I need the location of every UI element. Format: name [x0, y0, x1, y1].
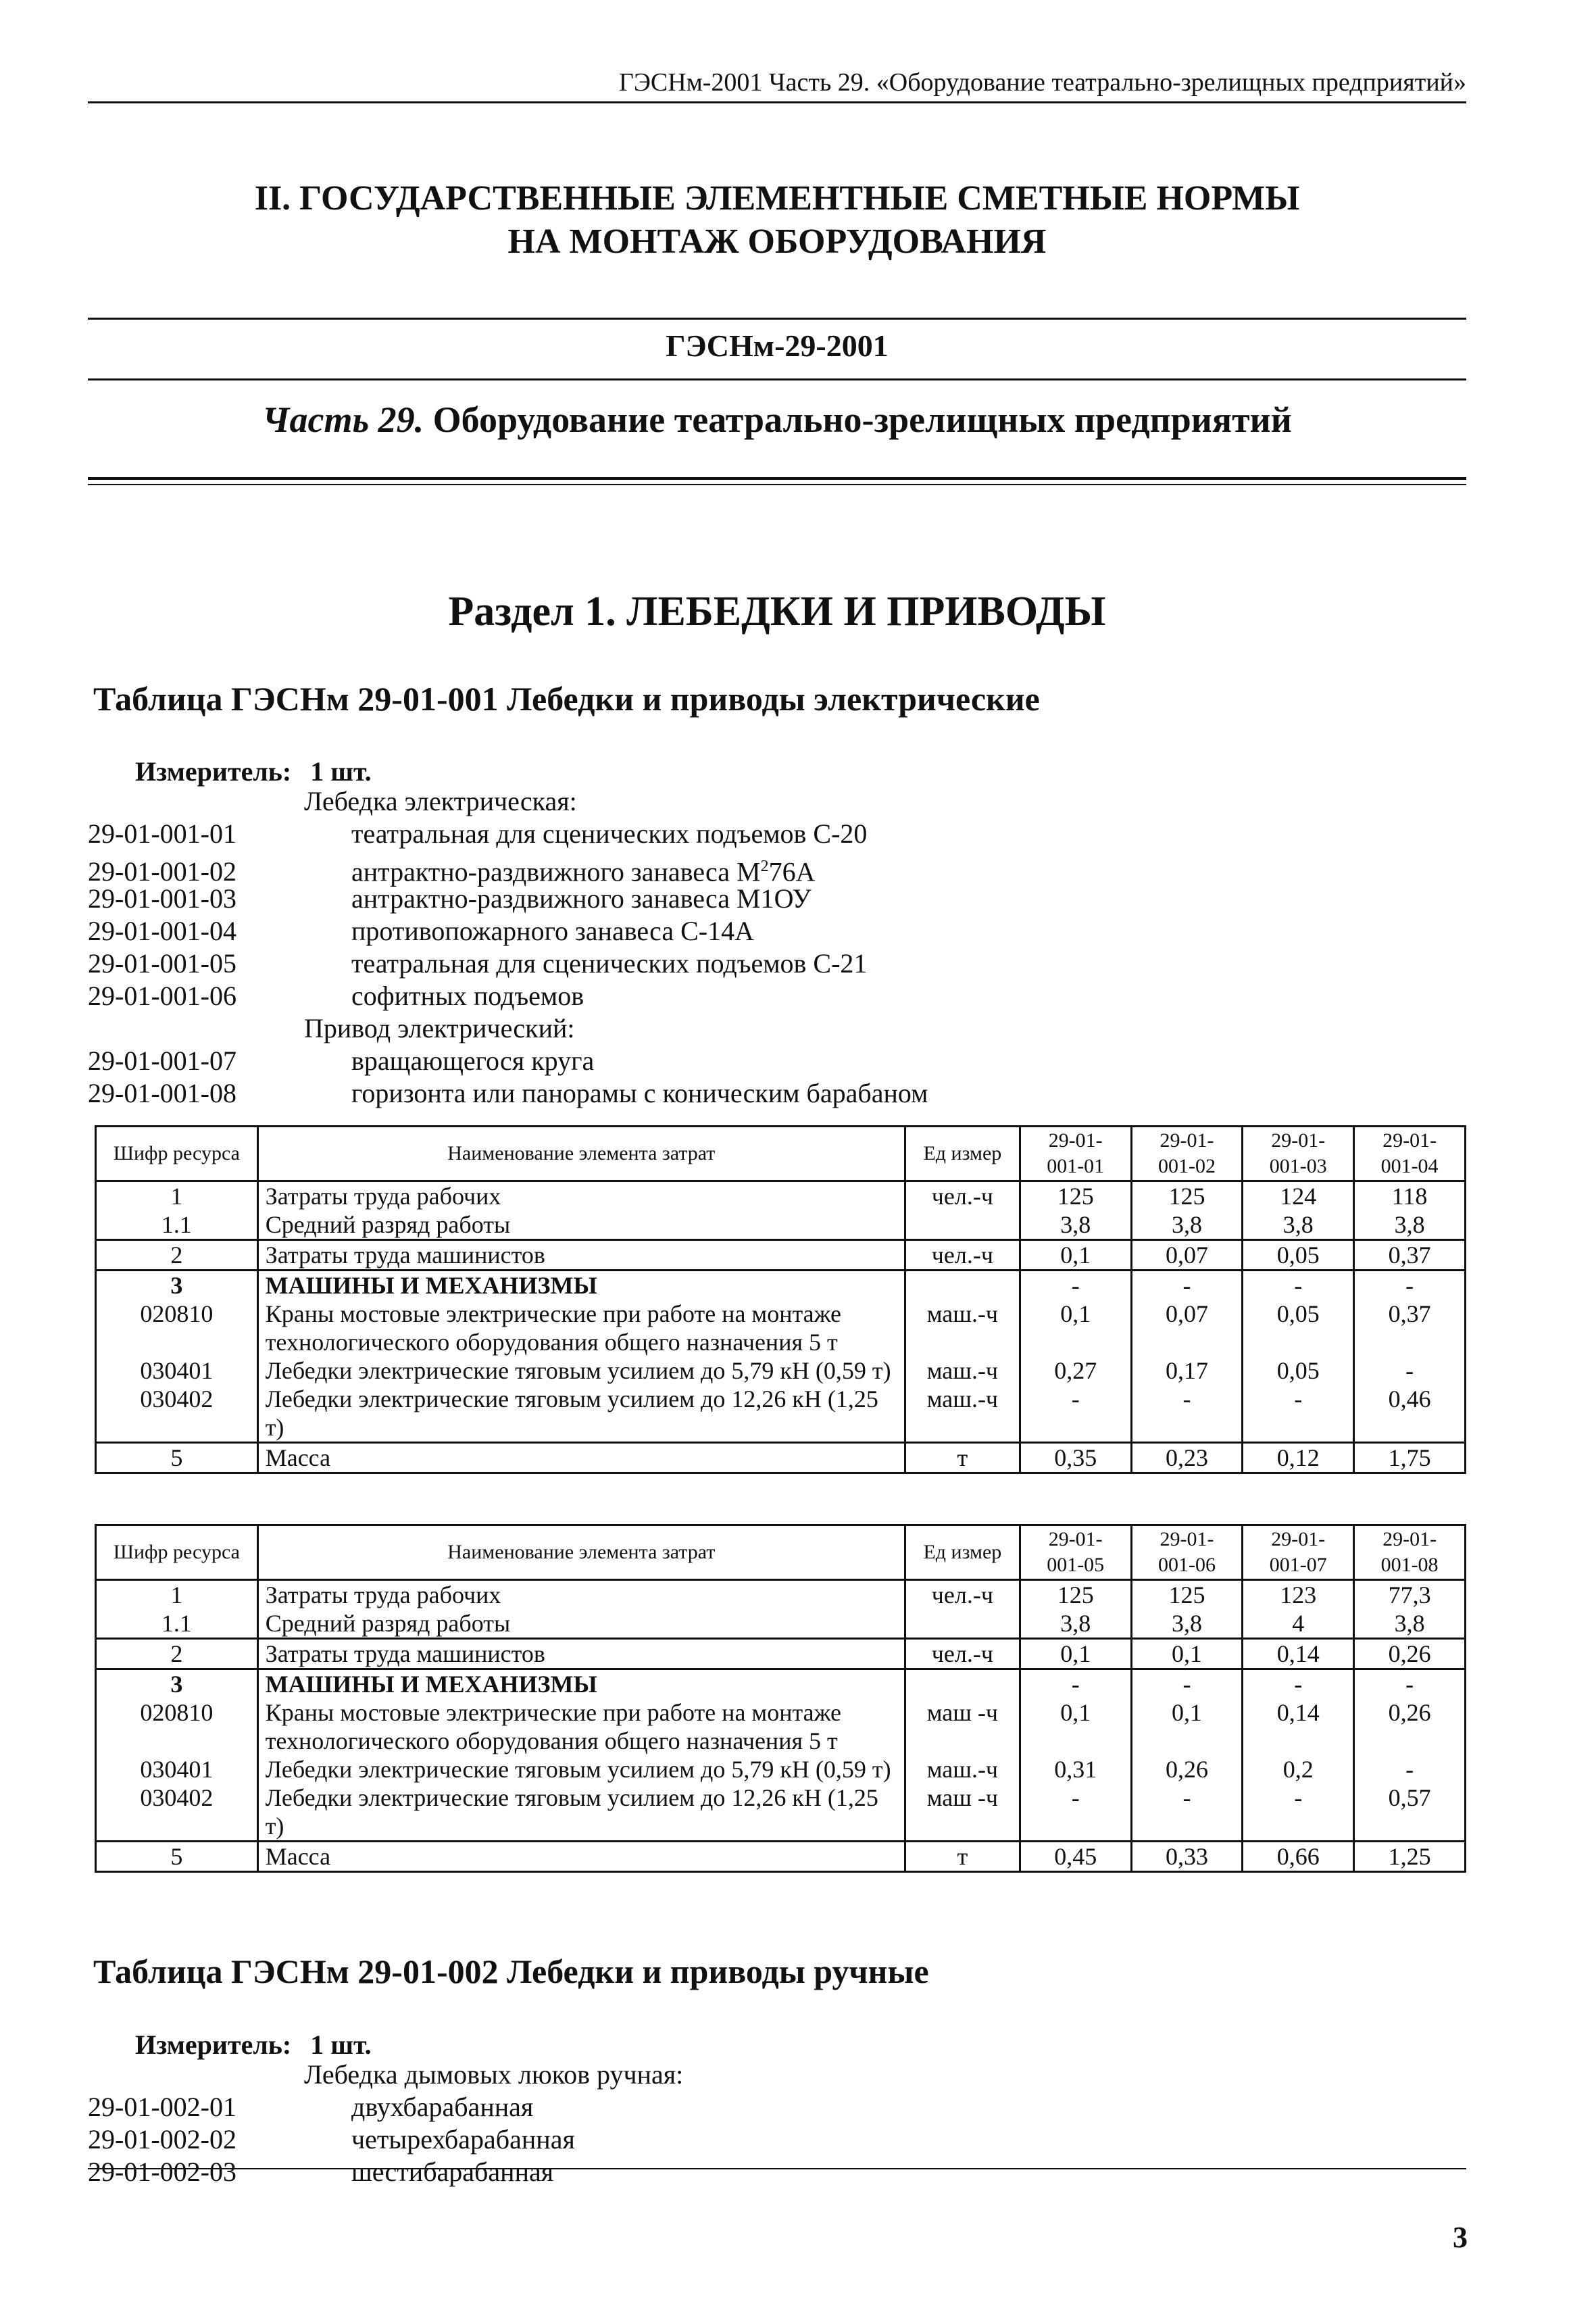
- norm-name: антрактно-раздвижного занавеса М: [351, 856, 761, 887]
- norm-value: -: [1354, 1669, 1466, 1699]
- norm-value: 0,1: [1131, 1698, 1243, 1755]
- table-row: [96, 1385, 1466, 1443]
- norm-value: -: [1243, 1669, 1354, 1699]
- cost-element-name: МАШИНЫ И МЕХАНИЗМЫ: [257, 1669, 905, 1699]
- list-item: [88, 850, 928, 887]
- meter-label: Измеритель:: [135, 756, 292, 787]
- header-code: Шифр ресурса: [96, 1525, 258, 1580]
- resource-code: 030402: [96, 1783, 258, 1842]
- norm-value: 0,26: [1354, 1698, 1466, 1755]
- norm-value: 0,07: [1131, 1300, 1243, 1356]
- norm-code: 29-01-001-04: [88, 916, 236, 946]
- table-row: [96, 1842, 1466, 1872]
- resource-code: 030402: [96, 1385, 258, 1443]
- norm-value: -: [1131, 1271, 1243, 1300]
- norm-value: -: [1354, 1271, 1466, 1300]
- list-item: [88, 1077, 928, 1110]
- norm-name: антрактно-раздвижного занавеса М1ОУ: [351, 883, 812, 914]
- table-row: [96, 1669, 1466, 1699]
- norm-value: -: [1354, 1356, 1466, 1385]
- norm-value: 3,8: [1243, 1210, 1354, 1240]
- divider: [88, 2168, 1466, 2169]
- group-label: Лебедка дымовых люков ручная:: [304, 2059, 684, 2090]
- norm-value: 0,27: [1020, 1356, 1131, 1385]
- norm-value: 0,35: [1020, 1443, 1131, 1473]
- unit: чел.-ч: [905, 1580, 1020, 1610]
- norm-value: -: [1243, 1271, 1354, 1300]
- norm-value: 125: [1131, 1580, 1243, 1610]
- norm-code: 29-01-001-06: [88, 981, 236, 1011]
- norm-value: 0,2: [1243, 1755, 1354, 1783]
- norm-value: 0,23: [1131, 1443, 1243, 1473]
- norm-value: 0,1: [1020, 1698, 1131, 1755]
- table-row: [96, 1783, 1466, 1842]
- table-header-row: [96, 1525, 1466, 1580]
- title-line-2: НА МОНТАЖ ОБОРУДОВАНИЯ: [507, 222, 1047, 261]
- norm-value: 125: [1131, 1181, 1243, 1211]
- table-row: [96, 1580, 1466, 1610]
- resource-code: 020810: [96, 1300, 258, 1356]
- running-header: ГЭСНм-2001 Часть 29. «Оборудование театрально-зрелищных предприятий»: [88, 68, 1466, 103]
- unit: т: [905, 1842, 1020, 1872]
- part-label: Часть 29.: [262, 399, 424, 440]
- resource-code: 3: [96, 1271, 258, 1300]
- norm-name: четырехбарабанная: [351, 2124, 575, 2155]
- list-item: [88, 980, 928, 1012]
- group-label: Лебедка электрическая:: [304, 786, 577, 816]
- norm-code: 29-01-001-02: [88, 856, 236, 887]
- resource-code: 030401: [96, 1755, 258, 1783]
- resource-code: 3: [96, 1669, 258, 1699]
- unit: маш.-ч: [905, 1385, 1020, 1443]
- meter-value: 1 шт.: [310, 2029, 372, 2060]
- norm-code: 29-01-001-08: [88, 1078, 236, 1108]
- norm-value: 0,37: [1354, 1240, 1466, 1271]
- table-row: [96, 1240, 1466, 1271]
- norm-value: 0,1: [1020, 1300, 1131, 1356]
- resource-code: 030401: [96, 1356, 258, 1385]
- cost-element-name: Лебедки электрические тяговым усилием до 5,79 кН (0,59 т): [257, 1356, 905, 1385]
- norm-code: 29-01-001-05: [88, 948, 236, 979]
- table-row: [96, 1609, 1466, 1639]
- norm-name: противопожарного занавеса С-14А: [351, 916, 754, 946]
- norm-name: двухбарабанная: [351, 2092, 534, 2122]
- norm-value: 123: [1243, 1580, 1354, 1610]
- norm-value: 0,31: [1020, 1755, 1131, 1783]
- norm-name: софитных подъемов: [351, 981, 584, 1011]
- norm-value: 0,14: [1243, 1639, 1354, 1669]
- norm-value: 0,26: [1354, 1639, 1466, 1669]
- norm-value: 0,07: [1131, 1240, 1243, 1271]
- norm-name: шестибарабанная: [351, 2157, 554, 2187]
- list-item: [88, 883, 928, 915]
- resource-table-1: [95, 1125, 1466, 1474]
- table-header-row: [96, 1127, 1466, 1181]
- unit: маш.-ч: [905, 1755, 1020, 1783]
- resource-code: 1: [96, 1580, 258, 1610]
- unit: маш.-ч: [905, 1356, 1020, 1385]
- unit: чел.-ч: [905, 1240, 1020, 1271]
- header-norm-code: 29-01- 001-06: [1131, 1525, 1243, 1580]
- norm-value: 4: [1243, 1609, 1354, 1639]
- norm-value: 3,8: [1131, 1609, 1243, 1639]
- unit: чел.-ч: [905, 1639, 1020, 1669]
- table-row: [96, 1181, 1466, 1211]
- list-item: [88, 1045, 928, 1077]
- list-item: [88, 915, 928, 947]
- header-norm-code: 29-01- 001-07: [1243, 1525, 1354, 1580]
- norm-value: -: [1131, 1783, 1243, 1842]
- resource-code: 2: [96, 1639, 258, 1669]
- norm-value: 3,8: [1131, 1210, 1243, 1240]
- unit: маш.-ч: [905, 1300, 1020, 1356]
- unit: [905, 1271, 1020, 1300]
- group-label: Привод электрический:: [304, 1013, 575, 1043]
- unit: [905, 1609, 1020, 1639]
- norm-value: 0,57: [1354, 1783, 1466, 1842]
- cost-element-name: Краны мостовые электрические при работе на монтаже технологического оборудования общего назначения 5 т: [257, 1698, 905, 1755]
- list-item: [88, 947, 928, 980]
- norm-code: 29-01-002-02: [88, 2124, 236, 2155]
- resource-code: 1: [96, 1181, 258, 1211]
- header-norm-code: 29-01- 001-01: [1020, 1127, 1131, 1181]
- norm-value: 0,14: [1243, 1698, 1354, 1755]
- norm-value: -: [1354, 1755, 1466, 1783]
- table-title: Таблица ГЭСНм 29-01-001 Лебедки и приводы электрические: [93, 680, 1040, 718]
- cost-element-name: Масса: [257, 1443, 905, 1473]
- table-title: Таблица ГЭСНм 29-01-002 Лебедки и приводы ручные: [93, 1952, 929, 1990]
- resource-code: 5: [96, 1443, 258, 1473]
- norm-value: 77,3: [1354, 1580, 1466, 1610]
- unit: т: [905, 1443, 1020, 1473]
- norm-value: -: [1243, 1783, 1354, 1842]
- cost-element-name: Затраты труда машинистов: [257, 1639, 905, 1669]
- norm-value: -: [1020, 1669, 1131, 1699]
- norm-value: 124: [1243, 1181, 1354, 1211]
- divider: [88, 378, 1466, 380]
- table-row: [96, 1356, 1466, 1385]
- cost-element-name: МАШИНЫ И МЕХАНИЗМЫ: [257, 1271, 905, 1300]
- header-norm-code: 29-01- 001-08: [1354, 1525, 1466, 1580]
- meter-line: [135, 756, 372, 787]
- divider: [88, 484, 1466, 485]
- norm-code: 29-01-002-03: [88, 2157, 236, 2187]
- cost-element-name: Лебедки электрические тяговым усилием до 12,26 кН (1,25 т): [257, 1385, 905, 1443]
- header-norm-code: 29-01- 001-05: [1020, 1525, 1131, 1580]
- norm-value: -: [1020, 1271, 1131, 1300]
- header-norm-code: 29-01- 001-02: [1131, 1127, 1243, 1181]
- unit: маш -ч: [905, 1698, 1020, 1755]
- norm-value: 1,25: [1354, 1842, 1466, 1872]
- norm-value: 0,45: [1020, 1842, 1131, 1872]
- norm-value: -: [1243, 1385, 1354, 1443]
- list-item: [88, 2123, 683, 2156]
- resource-code: 5: [96, 1842, 258, 1872]
- norm-value: 118: [1354, 1181, 1466, 1211]
- unit: чел.-ч: [905, 1181, 1020, 1211]
- cost-element-name: Лебедки электрические тяговым усилием до 12,26 кН (1,25 т): [257, 1783, 905, 1842]
- norm-value: 0,12: [1243, 1443, 1354, 1473]
- list-item: [88, 2156, 683, 2188]
- norm-value: 125: [1020, 1580, 1131, 1610]
- list-item: [88, 818, 928, 850]
- norm-list: [88, 785, 928, 1110]
- list-item: [88, 2091, 683, 2123]
- norm-name: вращающегося круга: [351, 1045, 595, 1076]
- divider: [88, 477, 1466, 480]
- norm-value: -: [1020, 1385, 1131, 1443]
- table-row: [96, 1271, 1466, 1300]
- norm-code: 29-01-001-03: [88, 883, 236, 914]
- header-unit: Ед измер: [905, 1127, 1020, 1181]
- norm-value: 0,1: [1020, 1240, 1131, 1271]
- resource-code: 1.1: [96, 1609, 258, 1639]
- resource-table-2: [95, 1524, 1466, 1873]
- table-row: [96, 1755, 1466, 1783]
- meter-value: 1 шт.: [310, 756, 372, 787]
- header-name: Наименование элемента затрат: [257, 1127, 905, 1181]
- meter-label: Измеритель:: [135, 2029, 292, 2060]
- divider: [88, 318, 1466, 320]
- cost-element-name: Затраты труда рабочих: [257, 1181, 905, 1211]
- norm-value: -: [1020, 1783, 1131, 1842]
- cost-element-name: Средний разряд работы: [257, 1210, 905, 1240]
- header-norm-code: 29-01- 001-03: [1243, 1127, 1354, 1181]
- norm-value: 0,05: [1243, 1240, 1354, 1271]
- resource-code: 020810: [96, 1698, 258, 1755]
- norm-value: 1,75: [1354, 1443, 1466, 1473]
- cost-element-name: Масса: [257, 1842, 905, 1872]
- table-row: [96, 1443, 1466, 1473]
- table-row: [96, 1639, 1466, 1669]
- norm-value: 125: [1020, 1181, 1131, 1211]
- norm-value: 0,05: [1243, 1356, 1354, 1385]
- table-row: [96, 1300, 1466, 1356]
- norm-value: 0,26: [1131, 1755, 1243, 1783]
- table-row: [96, 1698, 1466, 1755]
- norm-value: 0,1: [1020, 1639, 1131, 1669]
- gesn-code: ГЭСНм-29-2001: [666, 328, 889, 363]
- norm-name-suffix: 76А: [768, 856, 816, 887]
- norm-value: 0,37: [1354, 1300, 1466, 1356]
- header-norm-code: 29-01- 001-04: [1354, 1127, 1466, 1181]
- cost-element-name: Затраты труда машинистов: [257, 1240, 905, 1271]
- unit: [905, 1210, 1020, 1240]
- norm-value: -: [1131, 1669, 1243, 1699]
- unit: маш -ч: [905, 1783, 1020, 1842]
- norm-value: 3,8: [1020, 1210, 1131, 1240]
- norm-value: 0,66: [1243, 1842, 1354, 1872]
- resource-code: 1.1: [96, 1210, 258, 1240]
- section-title: Раздел 1. ЛЕБЕДКИ И ПРИВОДЫ: [448, 589, 1106, 635]
- norm-value: 0,05: [1243, 1300, 1354, 1356]
- norm-value: 0,17: [1131, 1356, 1243, 1385]
- cost-element-name: Краны мостовые электрические при работе на монтаже технологического оборудования общего назначения 5 т: [257, 1300, 905, 1356]
- header-unit: Ед измер: [905, 1525, 1020, 1580]
- norm-code: 29-01-001-01: [88, 818, 236, 849]
- resource-code: 2: [96, 1240, 258, 1271]
- header-code: Шифр ресурса: [96, 1127, 258, 1181]
- cost-element-name: Средний разряд работы: [257, 1609, 905, 1639]
- title-line-1: II. ГОСУДАРСТВЕННЫЕ ЭЛЕМЕНТНЫЕ СМЕТНЫЕ НОРМЫ: [254, 179, 1300, 218]
- norm-code: 29-01-001-07: [88, 1045, 236, 1076]
- meter-line: [135, 2029, 372, 2061]
- norm-name: театральная для сценических подъемов С-21: [351, 948, 868, 979]
- norm-value: 0,1: [1131, 1639, 1243, 1669]
- cost-element-name: Лебедки электрические тяговым усилием до 5,79 кН (0,59 т): [257, 1755, 905, 1783]
- part-name: Оборудование театрально-зрелищных предприятий: [432, 399, 1292, 440]
- header-name: Наименование элемента затрат: [257, 1525, 905, 1580]
- norm-code: 29-01-002-01: [88, 2092, 236, 2122]
- cost-element-name: Затраты труда рабочих: [257, 1580, 905, 1610]
- norm-value: 3,8: [1354, 1210, 1466, 1240]
- unit: [905, 1669, 1020, 1699]
- norm-name-superscript: 2: [760, 858, 769, 875]
- norm-name: театральная для сценических подъемов С-20: [351, 818, 868, 849]
- part-title: [88, 399, 1466, 441]
- table-row: [96, 1210, 1466, 1240]
- norm-value: 0,33: [1131, 1842, 1243, 1872]
- norm-name: горизонта или панорамы с коническим барабаном: [351, 1078, 928, 1108]
- page-number: 3: [1453, 2221, 1468, 2254]
- norm-value: 3,8: [1020, 1609, 1131, 1639]
- norm-value: -: [1131, 1385, 1243, 1443]
- norm-value: 3,8: [1354, 1609, 1466, 1639]
- norm-value: 0,46: [1354, 1385, 1466, 1443]
- document-title: [88, 177, 1466, 264]
